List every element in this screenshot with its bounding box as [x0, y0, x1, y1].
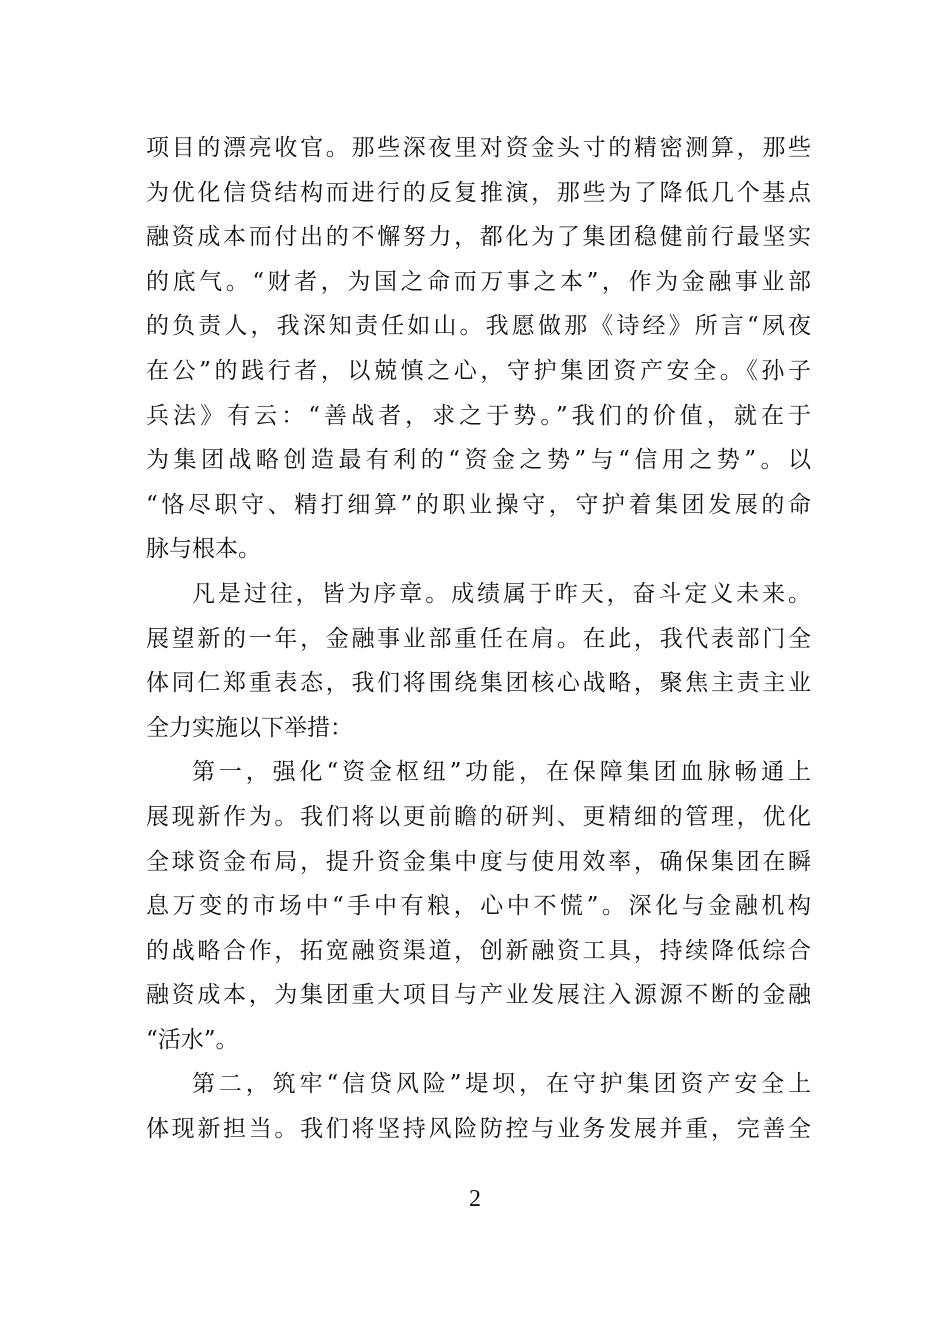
text-line: 体现新担当。我们将坚持风险防控与业务发展并重，完善全	[146, 1116, 811, 1143]
text-line: 第一，强化“资金枢纽”功能，在保障集团血脉畅通上	[192, 759, 811, 786]
text-line: 的战略合作，拓宽融资渠道，创新融资工具，持续降低综合	[146, 937, 811, 964]
text-line: 的底气。“财者，为国之命而万事之本”，作为金融事业部	[146, 268, 811, 295]
text-line: 凡是过往，皆为序章。成绩属于昨天，奋斗定义未来。	[192, 580, 811, 607]
text-line: 融资成本而付出的不懈努力，都化为了集团稳健前行最坚实	[146, 224, 811, 251]
text-line: 脉与根本。	[146, 536, 261, 563]
text-line: 项目的漂亮收官。那些深夜里对资金头寸的精密测算，那些	[146, 135, 811, 161]
text-line: 全力实施以下举措：	[146, 714, 353, 741]
text-line: 息万变的市场中“手中有粮，心中不慌”。深化与金融机构	[146, 893, 811, 920]
text-line: 全球资金布局，提升资金集中度与使用效率，确保集团在瞬	[146, 848, 811, 875]
body-text	[146, 126, 811, 1152]
page-number: 2	[469, 1186, 481, 1212]
text-line: 兵法》有云：“善战者，求之于势。”我们的价值，就在于	[146, 402, 811, 429]
text-line: “活水”。	[146, 1026, 239, 1053]
text-line: 展现新作为。我们将以更前瞻的研判、更精细的管理，优化	[146, 803, 811, 830]
text-line: “恪尽职守、精打细算”的职业操守，守护着集团发展的命	[146, 491, 811, 518]
text-line: 展望新的一年，金融事业部重任在肩。在此，我代表部门全	[146, 625, 811, 652]
paragraph-4	[146, 1062, 811, 1151]
text-line: 的负责人，我深知责任如山。我愿做那《诗经》所言“夙夜	[146, 313, 811, 340]
paragraph-3	[146, 750, 811, 1062]
text-line: 体同仁郑重表态，我们将围绕集团核心战略，聚焦主责主业	[146, 670, 811, 697]
text-line: 为集团战略创造最有利的“资金之势”与“信用之势”。以	[146, 447, 811, 474]
text-line: 在公”的践行者，以兢慎之心，守护集团资产安全。《孙子	[146, 357, 811, 384]
paragraph-2	[146, 572, 811, 750]
paragraph-1	[146, 126, 811, 572]
text-line: 为优化信贷结构而进行的反复推演，那些为了降低几个基点	[146, 179, 811, 206]
text-line: 融资成本，为集团重大项目与产业发展注入源源不断的金融	[146, 982, 811, 1009]
text-line: 第二，筑牢“信贷风险”堤坝，在守护集团资产安全上	[192, 1071, 811, 1098]
